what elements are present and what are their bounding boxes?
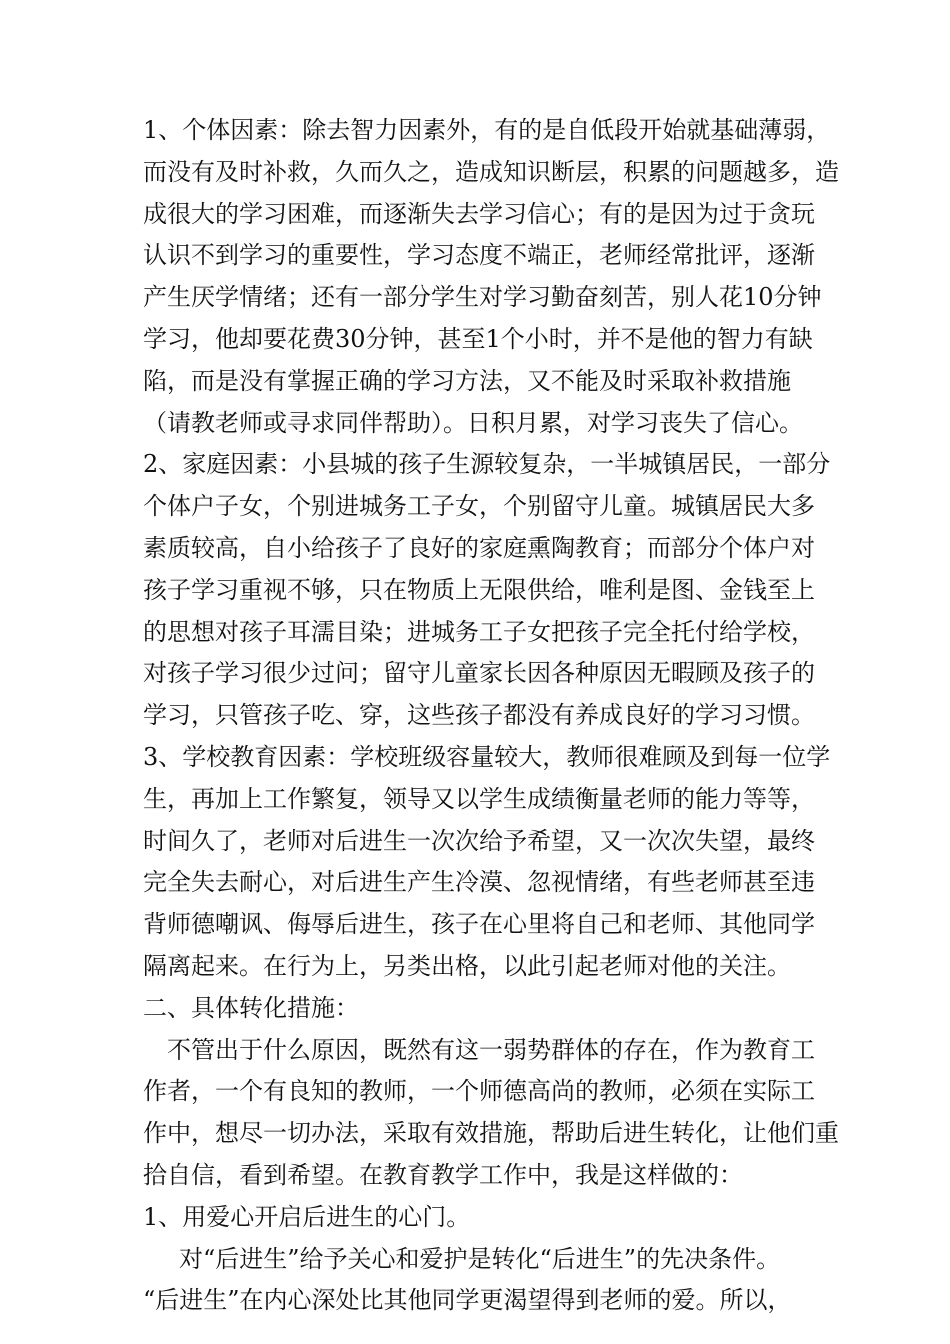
- text-line: 1、个体因素：除去智力因素外，有的是自低段开始就基础薄弱，: [143, 116, 831, 144]
- text-line: 学习，只管孩子吃、穿，这些孩子都没有养成良好的学习习惯。: [143, 701, 815, 730]
- text-line: 学习，他却要花费30分钟，甚至1个小时，并不是他的智力有缺: [143, 324, 813, 353]
- text-line: 的思想对孩子耳濡目染；进城务工子女把孩子完全托付给学校，: [143, 617, 815, 646]
- text-line: 素质较高，自小给孩子了良好的家庭熏陶教育；而部分个体户对: [143, 533, 815, 562]
- text-line: 个体户子女，个别进城务工子女，个别留守儿童。城镇居民大多: [143, 492, 815, 521]
- text-line: 成很大的学习困难，而逐渐失去学习信心；有的是因为过于贪玩: [143, 199, 815, 228]
- text-line: 时间久了，老师对后进生一次次给予希望，又一次次失望，最终: [143, 826, 815, 855]
- text-line: 生，再加上工作繁复，领导又以学生成绩衡量老师的能力等等，: [143, 784, 815, 813]
- text-line: 认识不到学习的重要性，学习态度不端正，老师经常批评，逐渐: [143, 241, 815, 270]
- section-heading: 二、具体转化措施：: [143, 993, 359, 1022]
- text-line: 3、学校教育因素：学校班级容量较大，教师很难顾及到每一位学: [143, 742, 831, 771]
- subsection-heading: 1、用爱心开启后进生的心门。: [143, 1202, 471, 1231]
- text-line: 拾自信，看到希望。在教育教学工作中，我是这样做的：: [143, 1160, 743, 1189]
- text-line: 背师德嘲讽、侮辱后进生，孩子在心里将自己和老师、其他同学: [143, 910, 815, 939]
- text-line: 作者，一个有良知的教师，一个师德高尚的教师，必须在实际工: [143, 1077, 815, 1106]
- text-line: 孩子学习重视不够，只在物质上无限供给，唯利是图、金钱至上: [143, 575, 815, 604]
- text-line: 作中，想尽一切办法，采取有效措施，帮助后进生转化，让他们重: [143, 1119, 839, 1148]
- text-line: （请教老师或寻求同伴帮助）。日积月累，对学习丧失了信心。: [143, 408, 803, 437]
- text-line: “后进生”在内心深处比其他同学更渴望得到老师的爱。所以，: [143, 1286, 792, 1315]
- text-line: 2、家庭因素：小县城的孩子生源较复杂，一半城镇居民，一部分: [143, 450, 831, 479]
- text-line: 对孩子学习很少过问；留守儿童家长因各种原因无暇顾及孩子的: [143, 659, 815, 688]
- text-line: 不管出于什么原因，既然有这一弱势群体的存在，作为教育工: [167, 1035, 815, 1064]
- document-body: [143, 110, 839, 1322]
- text-line: 隔离起来。在行为上，另类出格，以此引起老师对他的关注。: [143, 951, 791, 980]
- text-line: 对“后进生”给予关心和爱护是转化“后进生”的先决条件。: [179, 1244, 781, 1273]
- text-line: 完全失去耐心，对后进生产生冷漠、忽视情绪，有些老师甚至违: [143, 868, 815, 897]
- text-line: 而没有及时补救，久而久之，造成知识断层，积累的问题越多，造: [143, 157, 839, 186]
- text-line: 陷，而是没有掌握正确的学习方法，又不能及时采取补救措施: [143, 366, 791, 395]
- text-line: 产生厌学情绪；还有一部分学生对学习勤奋刻苦，别人花10分钟: [143, 283, 822, 312]
